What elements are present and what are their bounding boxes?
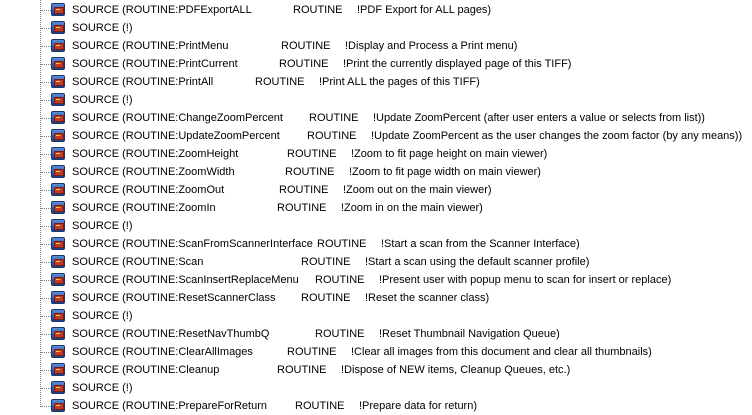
source-routine-icon — [51, 111, 65, 124]
routine-type-label: ROUTINE — [315, 274, 365, 286]
tree-row[interactable] — [0, 19, 752, 37]
source-label: SOURCE (ROUTINE:ScanInsertReplaceMenu — [72, 274, 299, 286]
routine-comment: !Prepare data for return) — [359, 400, 478, 412]
tree-branch-line — [41, 298, 51, 299]
routine-type-label: ROUTINE — [295, 400, 345, 412]
source-label: SOURCE (ROUTINE:Cleanup — [72, 364, 220, 376]
source-label: SOURCE (!) — [72, 310, 133, 322]
routine-type-label: ROUTINE — [279, 184, 329, 196]
source-routine-icon — [51, 93, 65, 106]
source-routine-icon — [51, 219, 65, 232]
routine-comment: !Zoom out on the main viewer) — [343, 184, 492, 196]
routine-comment: !Zoom to fit page height on main viewer) — [351, 148, 548, 160]
tree-branch-line — [41, 352, 51, 353]
tree-row[interactable] — [0, 271, 752, 289]
tree-row[interactable] — [0, 199, 752, 217]
tree-branch-line — [41, 280, 51, 281]
tree-row[interactable] — [0, 73, 752, 91]
routine-comment: !Update ZoomPercent (after user enters a value or selects from list)) — [373, 112, 705, 124]
tree-row[interactable] — [0, 361, 752, 379]
source-label: SOURCE (ROUTINE:PrintMenu — [72, 40, 229, 52]
source-routine-icon — [51, 309, 65, 322]
tree-branch-line — [41, 136, 51, 137]
source-label: SOURCE (!) — [72, 220, 133, 232]
source-label: SOURCE (ROUTINE:UpdateZoomPercent — [72, 130, 280, 142]
source-label: SOURCE (!) — [72, 382, 133, 394]
source-routine-icon — [51, 363, 65, 376]
routine-comment: !PDF Export for ALL pages) — [357, 4, 492, 16]
tree-branch-line — [41, 388, 51, 389]
tree-row[interactable] — [0, 109, 752, 127]
tree-branch-line — [41, 208, 51, 209]
routine-type-label: ROUTINE — [317, 238, 367, 250]
source-routine-icon — [51, 273, 65, 286]
source-routine-icon — [51, 129, 65, 142]
tree-branch-line — [41, 316, 51, 317]
source-label: SOURCE (ROUTINE:ZoomHeight — [72, 148, 239, 160]
tree-branch-line — [41, 370, 51, 371]
tree-row[interactable] — [0, 379, 752, 397]
routine-comment: !Dispose of NEW items, Cleanup Queues, etc.) — [341, 364, 571, 376]
tree-row[interactable] — [0, 307, 752, 325]
tree-branch-line — [41, 82, 51, 83]
source-label: SOURCE (ROUTINE:ScanFromScannerInterface — [72, 238, 313, 250]
routine-comment: !Display and Process a Print menu) — [345, 40, 518, 52]
routine-type-label: ROUTINE — [293, 4, 343, 16]
source-label: SOURCE (ROUTINE:ResetNavThumbQ — [72, 328, 270, 340]
tree-row[interactable] — [0, 55, 752, 73]
source-routine-icon — [51, 399, 65, 412]
source-label: SOURCE (ROUTINE:ResetScannerClass — [72, 292, 276, 304]
tree-row[interactable] — [0, 127, 752, 145]
tree-row[interactable] — [0, 343, 752, 361]
routine-comment: !Start a scan from the Scanner Interface) — [381, 238, 580, 250]
source-label: SOURCE (ROUTINE:ZoomIn — [72, 202, 216, 214]
tree-branch-line — [41, 262, 51, 263]
routine-comment: !Reset Thumbnail Navigation Queue) — [379, 328, 560, 340]
routine-type-label: ROUTINE — [287, 346, 337, 358]
tree-branch-line — [41, 406, 51, 407]
tree-row[interactable] — [0, 1, 752, 19]
tree-row[interactable] — [0, 181, 752, 199]
tree-row[interactable] — [0, 145, 752, 163]
source-routine-icon — [51, 255, 65, 268]
source-routine-icon — [51, 39, 65, 52]
routine-type-label: ROUTINE — [279, 58, 329, 70]
source-label: SOURCE (ROUTINE:ClearAllImages — [72, 346, 253, 358]
source-routine-icon — [51, 3, 65, 16]
routine-type-label: ROUTINE — [309, 112, 359, 124]
source-routine-icon — [51, 57, 65, 70]
tree-row[interactable] — [0, 235, 752, 253]
source-label: SOURCE (ROUTINE:ZoomOut — [72, 184, 225, 196]
source-label: SOURCE (ROUTINE:PDFExportALL — [72, 4, 252, 16]
source-label: SOURCE (ROUTINE:PrintAll — [72, 76, 214, 88]
routine-type-label: ROUTINE — [307, 130, 357, 142]
source-routine-icon — [51, 381, 65, 394]
routine-type-label: ROUTINE — [281, 40, 331, 52]
routine-type-label: ROUTINE — [301, 292, 351, 304]
source-label: SOURCE (ROUTINE:PrintCurrent — [72, 58, 238, 70]
routine-comment: !Clear all images from this document and clear all thumbnails) — [351, 346, 652, 358]
tree-branch-line — [41, 46, 51, 47]
source-label: SOURCE (ROUTINE:PrepareForReturn — [72, 400, 267, 412]
tree-branch-line — [41, 154, 51, 155]
routine-comment: !Present user with popup menu to scan for insert or replace) — [379, 274, 672, 286]
source-routine-icon — [51, 345, 65, 358]
source-routine-icon — [51, 291, 65, 304]
routine-type-label: ROUTINE — [255, 76, 305, 88]
routine-comment: !Print ALL the pages of this TIFF) — [319, 76, 480, 88]
source-routine-icon — [51, 237, 65, 250]
source-routine-icon — [51, 183, 65, 196]
routine-comment: !Zoom in on the main viewer) — [341, 202, 483, 214]
tree-row[interactable] — [0, 217, 752, 235]
tree-branch-line — [41, 28, 51, 29]
routine-type-label: ROUTINE — [287, 148, 337, 160]
source-label: SOURCE (ROUTINE:Scan — [72, 256, 204, 268]
tree-branch-line — [41, 334, 51, 335]
routine-comment: !Update ZoomPercent as the user changes the zoom factor (by any means)) — [371, 130, 743, 142]
source-label: SOURCE (!) — [72, 22, 133, 34]
tree-branch-line — [41, 172, 51, 173]
source-label: SOURCE (ROUTINE:ZoomWidth — [72, 166, 235, 178]
tree-branch-line — [41, 10, 51, 11]
source-routine-icon — [51, 201, 65, 214]
source-routine-icon — [51, 21, 65, 34]
tree-row[interactable] — [0, 163, 752, 181]
tree-branch-line — [41, 64, 51, 65]
source-routine-icon — [51, 75, 65, 88]
tree-branch-line — [41, 244, 51, 245]
source-label: SOURCE (ROUTINE:ChangeZoomPercent — [72, 112, 283, 124]
tree-branch-line — [41, 226, 51, 227]
tree-branch-line — [41, 190, 51, 191]
tree-row[interactable] — [0, 289, 752, 307]
source-routine-icon — [51, 147, 65, 160]
routine-type-label: ROUTINE — [301, 256, 351, 268]
routine-type-label: ROUTINE — [315, 328, 365, 340]
routine-type-label: ROUTINE — [277, 202, 327, 214]
tree-row[interactable] — [0, 91, 752, 109]
source-routine-icon — [51, 165, 65, 178]
tree-row[interactable] — [0, 37, 752, 55]
tree-branch-line — [41, 118, 51, 119]
routine-type-label: ROUTINE — [277, 364, 327, 376]
routine-comment: !Start a scan using the default scanner profile) — [365, 256, 590, 268]
tree-row[interactable] — [0, 397, 752, 415]
tree-branch-line — [41, 100, 51, 101]
routine-comment: !Reset the scanner class) — [365, 292, 490, 304]
routine-comment: !Print the currently displayed page of this TIFF) — [343, 58, 572, 70]
routine-type-label: ROUTINE — [285, 166, 335, 178]
source-label: SOURCE (!) — [72, 94, 133, 106]
routine-comment: !Zoom to fit page width on main viewer) — [349, 166, 541, 178]
source-routine-icon — [51, 327, 65, 340]
tree-row[interactable] — [0, 325, 752, 343]
tree-row[interactable] — [0, 253, 752, 271]
